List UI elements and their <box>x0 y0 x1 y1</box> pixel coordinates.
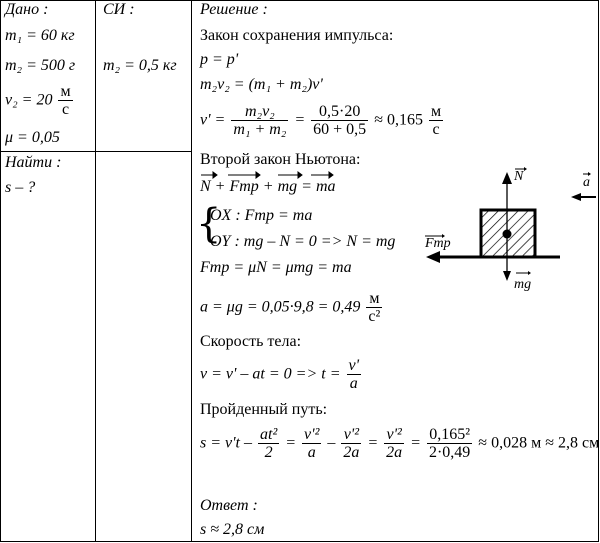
label-a: a <box>583 175 590 190</box>
path-f2 <box>302 426 321 461</box>
eq-momentum: m₂v₂ = (m₁ + m₂)v' <box>200 76 323 93</box>
header-najti: Найти : <box>5 154 62 171</box>
path-title: Пройденный путь: <box>200 401 328 418</box>
label-Ftr: Fтр <box>425 236 451 251</box>
path-f4-num: v'² <box>384 426 404 444</box>
vector-arrows <box>198 170 358 180</box>
path-f2-den: a <box>307 444 316 461</box>
system-brace: { <box>196 201 222 247</box>
eq-speed-lhs: v = v' – at = 0 => t = <box>200 365 341 383</box>
path-f5 <box>427 426 472 461</box>
si-m2: m₂ = 0,5 кг <box>103 57 177 74</box>
speed-num: v' <box>348 357 360 374</box>
eq-speed <box>200 357 363 392</box>
eq-v-prime-unit <box>429 103 443 138</box>
frac2-num: 0,5·20 <box>311 103 368 121</box>
given-v2-unit-den: с <box>61 101 70 118</box>
path-f4-den: 2a <box>386 444 403 461</box>
eq-oy: OY : mg – N = 0 => N = mg <box>210 233 396 250</box>
path-result: ≈ 0,028 м ≈ 2,8 см <box>478 434 600 452</box>
eq-ox: OX : Fтр = ma <box>210 207 313 224</box>
path-f5-num: 0,165² <box>427 426 472 444</box>
speed-title: Скорость тела: <box>200 333 302 350</box>
answer-value: s ≈ 2,8 см <box>200 521 265 538</box>
accel-unit-den: с² <box>368 308 381 325</box>
eq-accel-unit <box>366 290 382 325</box>
answer-title: Ответ : <box>200 497 258 514</box>
v-prime-unit-num: м <box>430 103 442 120</box>
eq-vector: N + Fтр + mg = ma <box>200 178 336 195</box>
path-f1 <box>258 426 279 461</box>
speed-den: a <box>349 375 358 392</box>
given-mu: μ = 0,05 <box>5 129 60 146</box>
path-minus: – <box>327 434 336 452</box>
law1-title: Закон сохранения импульса: <box>200 27 394 44</box>
path-f1-num: at² <box>260 426 278 443</box>
eq-v-prime-eq: = <box>294 111 306 129</box>
given-m1: m₁ = 60 кг <box>5 27 75 44</box>
path-f1-den: 2 <box>264 444 273 461</box>
path-f3 <box>341 426 361 461</box>
path-f4 <box>384 426 404 461</box>
law2-title: Второй закон Ньютона: <box>200 151 361 168</box>
eq-v-prime-frac2 <box>311 103 368 138</box>
given-m2: m₂ = 500 г <box>5 57 76 74</box>
eq-v-prime-result: ≈ 0,165 <box>374 111 423 129</box>
column-divider-1 <box>95 0 96 542</box>
path-eq1: = <box>285 434 297 452</box>
force-diagram <box>420 160 600 300</box>
eq-speed-frac <box>347 357 362 392</box>
eq-accel-main: a = μg = 0,05·9,8 = 0,49 <box>200 298 361 316</box>
column-divider-2 <box>191 0 192 542</box>
header-si: СИ : <box>103 1 135 18</box>
label-mg: mg <box>514 277 532 292</box>
eq-accel <box>200 290 384 325</box>
eq-path-lhs: s = v't – <box>200 434 252 452</box>
given-v2-unit-num: м <box>60 83 71 100</box>
path-f3-den: 2a <box>343 444 360 461</box>
force-mg-head <box>503 271 511 281</box>
force-N-head <box>502 172 512 184</box>
eq-v-prime <box>200 103 445 138</box>
header-dano: Дано : <box>5 1 49 18</box>
frac2-den: 60 + 0,5 <box>313 121 367 138</box>
frac1-den: m₁ + m₂ <box>233 121 287 138</box>
given-divider <box>0 151 191 152</box>
header-solution: Решение : <box>200 1 268 18</box>
given-v2-unit <box>58 83 72 118</box>
frac1-num: m₂v₂ <box>231 103 288 121</box>
eq-friction: Fтр = μN = μmg = ma <box>200 259 352 276</box>
path-f3-num: v'² <box>341 426 361 444</box>
eq-v-prime-lhs: v' = <box>200 111 226 129</box>
label-N: N <box>514 169 524 184</box>
path-f2-num: v'² <box>304 426 320 443</box>
given-find: s – ? <box>5 179 36 196</box>
path-eq3: = <box>410 434 421 452</box>
given-v2 <box>5 83 75 118</box>
v-prime-unit-den: с <box>432 121 440 138</box>
path-f5-den: 2·0,49 <box>428 444 471 461</box>
path-eq2: = <box>367 434 379 452</box>
eq-p: p = p' <box>200 51 239 68</box>
eq-path <box>200 426 599 461</box>
eq-v-prime-frac1 <box>231 103 288 138</box>
given-v2-value: v₂ = 20 <box>5 91 53 109</box>
accel-head <box>571 193 581 201</box>
accel-unit-num: м <box>366 290 382 308</box>
